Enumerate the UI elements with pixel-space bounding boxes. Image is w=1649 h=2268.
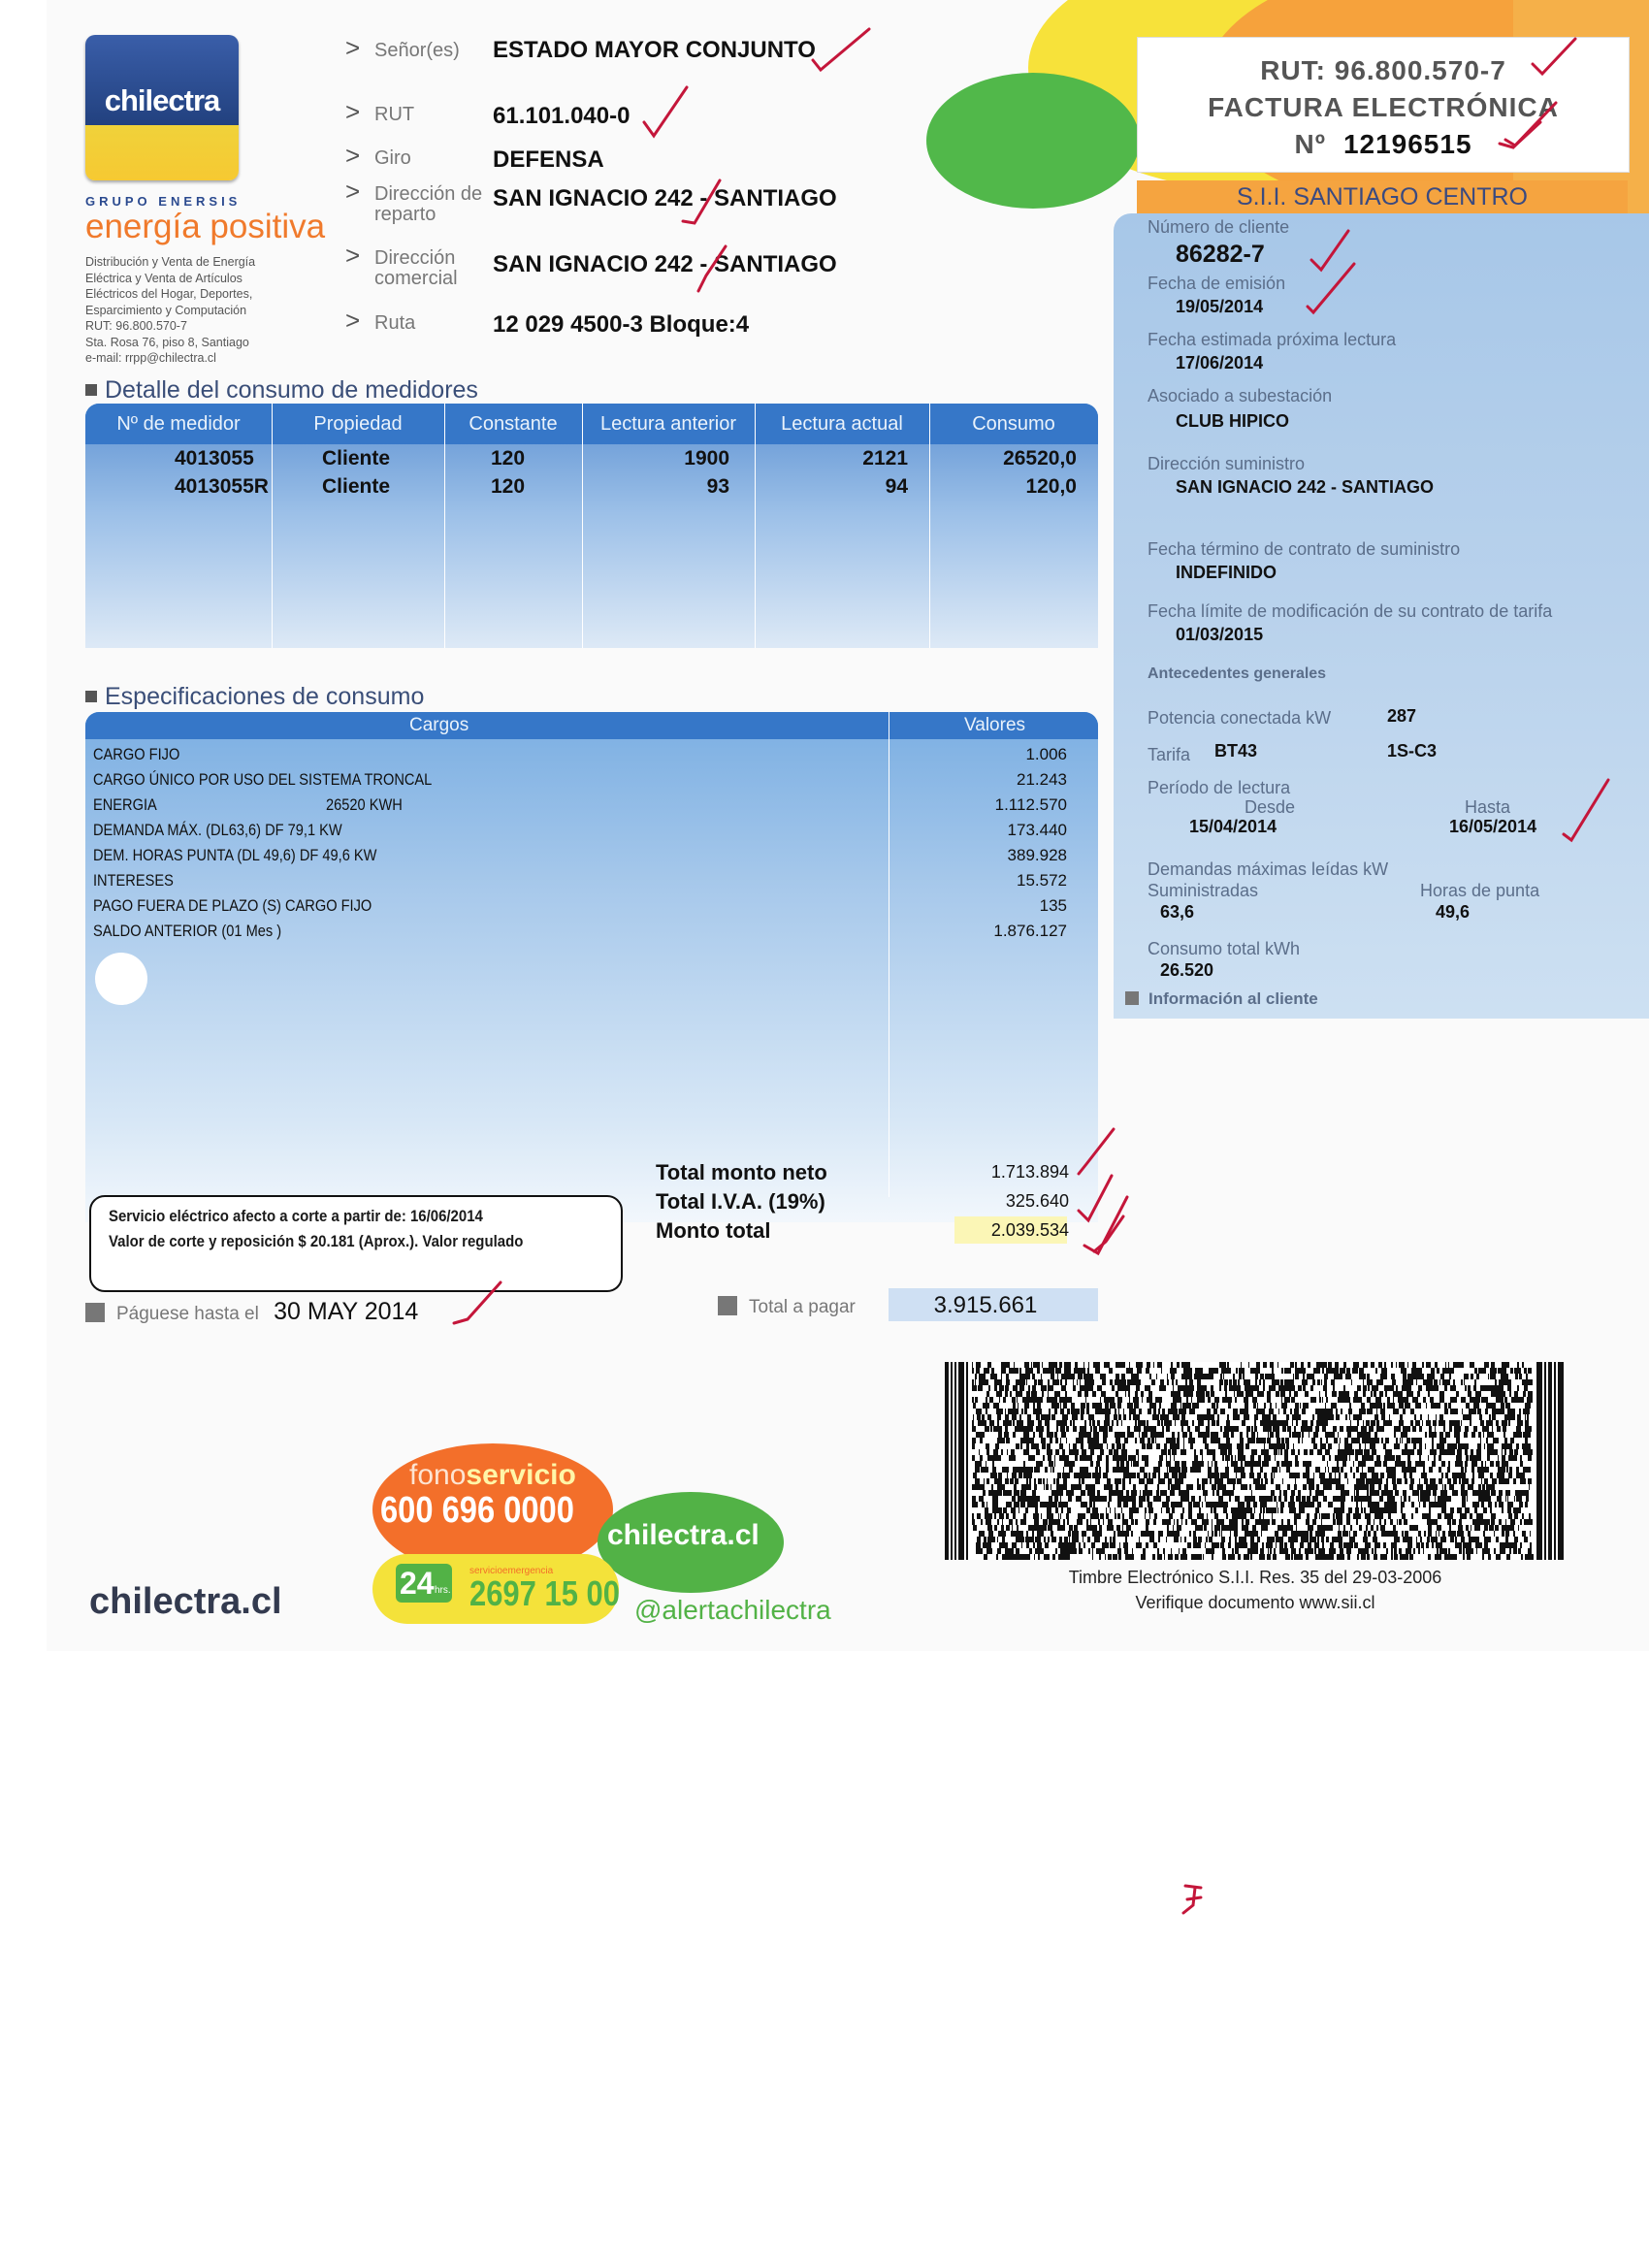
bullet-square-icon bbox=[85, 691, 97, 702]
client-info-heading: Información al cliente bbox=[1125, 989, 1318, 1009]
iva-total-label: Total I.V.A. (19%) bbox=[656, 1189, 825, 1214]
charge-label: CARGO ÚNICO POR USO DEL SISTEMA TRONCAL bbox=[93, 770, 433, 789]
due-date: 30 MAY 2014 bbox=[274, 1298, 419, 1325]
meters-header-cell: Constante bbox=[469, 413, 558, 435]
customer-name: ESTADO MAYOR CONJUNTO bbox=[493, 37, 816, 63]
total-to-pay: 3.915.661 bbox=[933, 1292, 1038, 1318]
group-name: GRUPO ENERSIS bbox=[85, 194, 242, 209]
emergency-number: 2697 15 00 bbox=[469, 1573, 620, 1613]
charge-value: 1.112.570 bbox=[994, 795, 1067, 814]
charge-label: DEMANDA MÁX. (DL63,6) DF 79,1 KW bbox=[93, 821, 342, 839]
chilectra-logo bbox=[85, 35, 239, 180]
peak-hours-label: Horas de punta bbox=[1420, 881, 1540, 900]
slogan: energía positiva bbox=[85, 208, 326, 245]
tariff-value: BT43 bbox=[1214, 741, 1258, 761]
substation: CLUB HIPICO bbox=[1176, 411, 1289, 431]
supply-address: SAN IGNACIO 242 - SANTIAGO bbox=[1176, 477, 1435, 497]
amount-total: 2.039.534 bbox=[990, 1220, 1069, 1240]
invoice-number-label: Nº bbox=[1294, 129, 1326, 159]
charge-value: 1.876.127 bbox=[993, 922, 1067, 940]
footer-site: chilectra.cl bbox=[89, 1581, 282, 1622]
emergency-label: servicioemergencia bbox=[469, 1566, 554, 1576]
customer-giro: DEFENSA bbox=[493, 146, 604, 173]
fono-label: fonoservicio bbox=[409, 1459, 576, 1491]
pdf417-barcode bbox=[945, 1362, 1566, 1560]
company-line: Sta. Rosa 76, piso 8, Santiago bbox=[85, 335, 249, 349]
meters-col bbox=[444, 404, 583, 648]
specs-section-title: Especificaciones de consumo bbox=[85, 683, 424, 711]
meters-header-cell: Lectura anterior bbox=[599, 413, 737, 435]
charge-label: PAGO FUERA DE PLAZO (S) CARGO FIJO bbox=[93, 896, 372, 915]
company-line: Distribución y Venta de Energía bbox=[85, 255, 256, 269]
check-mark bbox=[1183, 1886, 1201, 1913]
invoice-type: FACTURA ELECTRÓNICA bbox=[1208, 92, 1559, 122]
tariff-limit-label: Fecha límite de modificación de su contrato de tarifa bbox=[1148, 601, 1553, 621]
invoice-number: 12196515 bbox=[1342, 129, 1472, 159]
total-kwh: 26.520 bbox=[1160, 960, 1214, 980]
amount-total-label: Monto total bbox=[656, 1218, 771, 1243]
meter-current-reading: 94 bbox=[885, 475, 908, 498]
route: 12 029 4500-3 Bloque:4 bbox=[493, 311, 750, 338]
meter-previous-reading: 93 bbox=[706, 475, 729, 498]
emission-date-label: Fecha de emisión bbox=[1148, 274, 1286, 293]
charge-label: SALDO ANTERIOR (01 Mes ) bbox=[93, 922, 282, 940]
stamp-line: Timbre Electrónico S.I.I. Res. 35 del 29-03-2006 bbox=[1068, 1568, 1442, 1587]
total-kwh-label: Consumo total kWh bbox=[1148, 939, 1301, 958]
customer-rut: 61.101.040-0 bbox=[493, 103, 630, 129]
meter-consumption: 26520,0 bbox=[1003, 447, 1077, 470]
emergency-hours-unit: hrs. bbox=[435, 1585, 451, 1596]
contract-end-label: Fecha término de contrato de suministro bbox=[1148, 539, 1461, 559]
supplied-label: Suministradas bbox=[1148, 881, 1259, 900]
meter-property: Cliente bbox=[322, 447, 391, 470]
meters-header-cell: Lectura actual bbox=[781, 413, 903, 435]
next-reading-date: 17/06/2014 bbox=[1176, 353, 1264, 373]
charge-value: 389.928 bbox=[1007, 846, 1067, 864]
charge-label: ENERGIA bbox=[93, 795, 157, 814]
sii-office: S.I.I. SANTIAGO CENTRO bbox=[1137, 180, 1628, 213]
client-number-label: Número de cliente bbox=[1148, 217, 1290, 237]
company-line: Eléctrica y Venta de Artículos bbox=[85, 271, 242, 285]
company-description bbox=[85, 254, 318, 367]
meter-current-reading: 2121 bbox=[862, 447, 908, 470]
max-demand-label: Demandas máximas leídas kW bbox=[1148, 859, 1389, 879]
iva-total: 325.640 bbox=[1005, 1191, 1069, 1211]
meter-number: 4013055 bbox=[175, 447, 254, 470]
period-to-label: Hasta bbox=[1465, 797, 1511, 817]
meter-consumption: 120,0 bbox=[1025, 475, 1077, 498]
charge-value: 21.243 bbox=[1017, 770, 1067, 789]
punch-hole bbox=[95, 953, 147, 1005]
cutoff-notice bbox=[89, 1195, 623, 1292]
reading-period-label: Período de lectura bbox=[1148, 778, 1291, 797]
power-label: Potencia conectada kW bbox=[1148, 708, 1332, 728]
decor-green-shape bbox=[926, 73, 1140, 209]
peak-demand: 49,6 bbox=[1436, 902, 1471, 922]
bullet-square-icon bbox=[85, 1303, 105, 1322]
bullet-square-icon bbox=[718, 1296, 737, 1315]
charge-value: 1.006 bbox=[1025, 745, 1067, 763]
supplied-demand: 63,6 bbox=[1160, 902, 1195, 922]
invoice-id-box bbox=[1137, 37, 1630, 173]
invoice-number-line bbox=[1138, 129, 1629, 160]
total-to-pay-box bbox=[889, 1288, 1098, 1321]
stamp-verify-line: Verifique documento www.sii.cl bbox=[1135, 1593, 1375, 1612]
meters-header-cell: Nº de medidor bbox=[116, 413, 241, 435]
twitter-handle: @alertachilectra bbox=[634, 1595, 831, 1625]
charge-value: 135 bbox=[1039, 896, 1067, 915]
commercial-address: SAN IGNACIO 242 - SANTIAGO bbox=[493, 251, 837, 277]
meters-section-title: Detalle del consumo de medidores bbox=[85, 376, 478, 405]
period-from: 15/04/2014 bbox=[1189, 817, 1277, 836]
total-to-pay-line bbox=[718, 1296, 856, 1318]
meter-number: 4013055R bbox=[175, 475, 269, 498]
tariff-label: Tarifa bbox=[1148, 745, 1191, 764]
bullet-square-icon bbox=[1125, 991, 1139, 1005]
client-number: 86282-7 bbox=[1176, 241, 1265, 268]
specs-table-header bbox=[85, 712, 1098, 739]
meters-col bbox=[85, 404, 273, 648]
green-site: chilectra.cl bbox=[607, 1519, 760, 1551]
emergency-hours: 24 bbox=[400, 1566, 435, 1601]
logo-text: chilectra bbox=[104, 83, 220, 117]
due-date-label: Páguese hasta el bbox=[116, 1304, 259, 1324]
period-from-label: Desde bbox=[1245, 797, 1296, 817]
company-line: e-mail: rrpp@chilectra.cl bbox=[85, 351, 216, 365]
notice-line: Servicio eléctrico afecto a corte a partir de: 16/06/2014 bbox=[109, 1207, 483, 1225]
company-line: Eléctricos del Hogar, Deportes, bbox=[85, 287, 253, 301]
meters-col bbox=[272, 404, 445, 648]
charge-label: DEM. HORAS PUNTA (DL 49,6) DF 49,6 KW bbox=[93, 846, 377, 864]
tariff-limit-date: 01/03/2015 bbox=[1176, 625, 1264, 644]
net-total: 1.713.894 bbox=[990, 1162, 1069, 1182]
due-date-line bbox=[85, 1298, 418, 1326]
bullet-square-icon bbox=[85, 384, 97, 396]
meters-header-cell: Propiedad bbox=[313, 413, 403, 435]
meters-col bbox=[755, 404, 930, 648]
general-info-label: Antecedentes generales bbox=[1148, 665, 1327, 682]
meter-previous-reading: 1900 bbox=[684, 447, 729, 470]
fono-number: 600 696 0000 bbox=[380, 1490, 574, 1531]
charge-extra: 26520 KWH bbox=[326, 795, 403, 814]
supply-address-label: Dirección suministro bbox=[1148, 454, 1306, 473]
total-to-pay-label: Total a pagar bbox=[749, 1297, 856, 1317]
power-value: 287 bbox=[1387, 706, 1417, 726]
tariff-code: 1S-C3 bbox=[1387, 741, 1438, 761]
company-line: RUT: 96.800.570-7 bbox=[85, 319, 187, 333]
meter-constant: 120 bbox=[491, 447, 526, 470]
contract-end: INDEFINIDO bbox=[1176, 563, 1277, 582]
meters-col bbox=[929, 404, 1098, 648]
meters-table bbox=[85, 404, 1098, 648]
net-total-label: Total monto neto bbox=[656, 1160, 827, 1184]
next-reading-label: Fecha estimada próxima lectura bbox=[1148, 330, 1397, 349]
meter-property: Cliente bbox=[322, 475, 391, 498]
notice-line: Valor de corte y reposición $ 20.181 (Aprox.). Valor regulado bbox=[109, 1232, 524, 1250]
delivery-address: SAN IGNACIO 242 - SANTIAGO bbox=[493, 185, 837, 211]
substation-label: Asociado a subestación bbox=[1148, 386, 1333, 405]
emission-date: 19/05/2014 bbox=[1176, 297, 1264, 316]
charge-label: CARGO FIJO bbox=[93, 745, 180, 763]
charge-value: 173.440 bbox=[1007, 821, 1067, 839]
meters-header-cell: Consumo bbox=[972, 413, 1055, 435]
specs-header-charges: Cargos bbox=[409, 715, 469, 735]
period-to: 16/05/2014 bbox=[1449, 817, 1537, 836]
emergency-hours-badge bbox=[396, 1564, 452, 1603]
charge-value: 15.572 bbox=[1017, 871, 1067, 890]
issuer-rut: RUT: 96.800.570-7 bbox=[1260, 55, 1506, 85]
meter-constant: 120 bbox=[491, 475, 526, 498]
charge-label: INTERESES bbox=[93, 871, 174, 890]
company-line: Esparcimiento y Computación bbox=[85, 303, 247, 317]
specs-header-values: Valores bbox=[964, 715, 1026, 735]
meters-col bbox=[582, 404, 756, 648]
